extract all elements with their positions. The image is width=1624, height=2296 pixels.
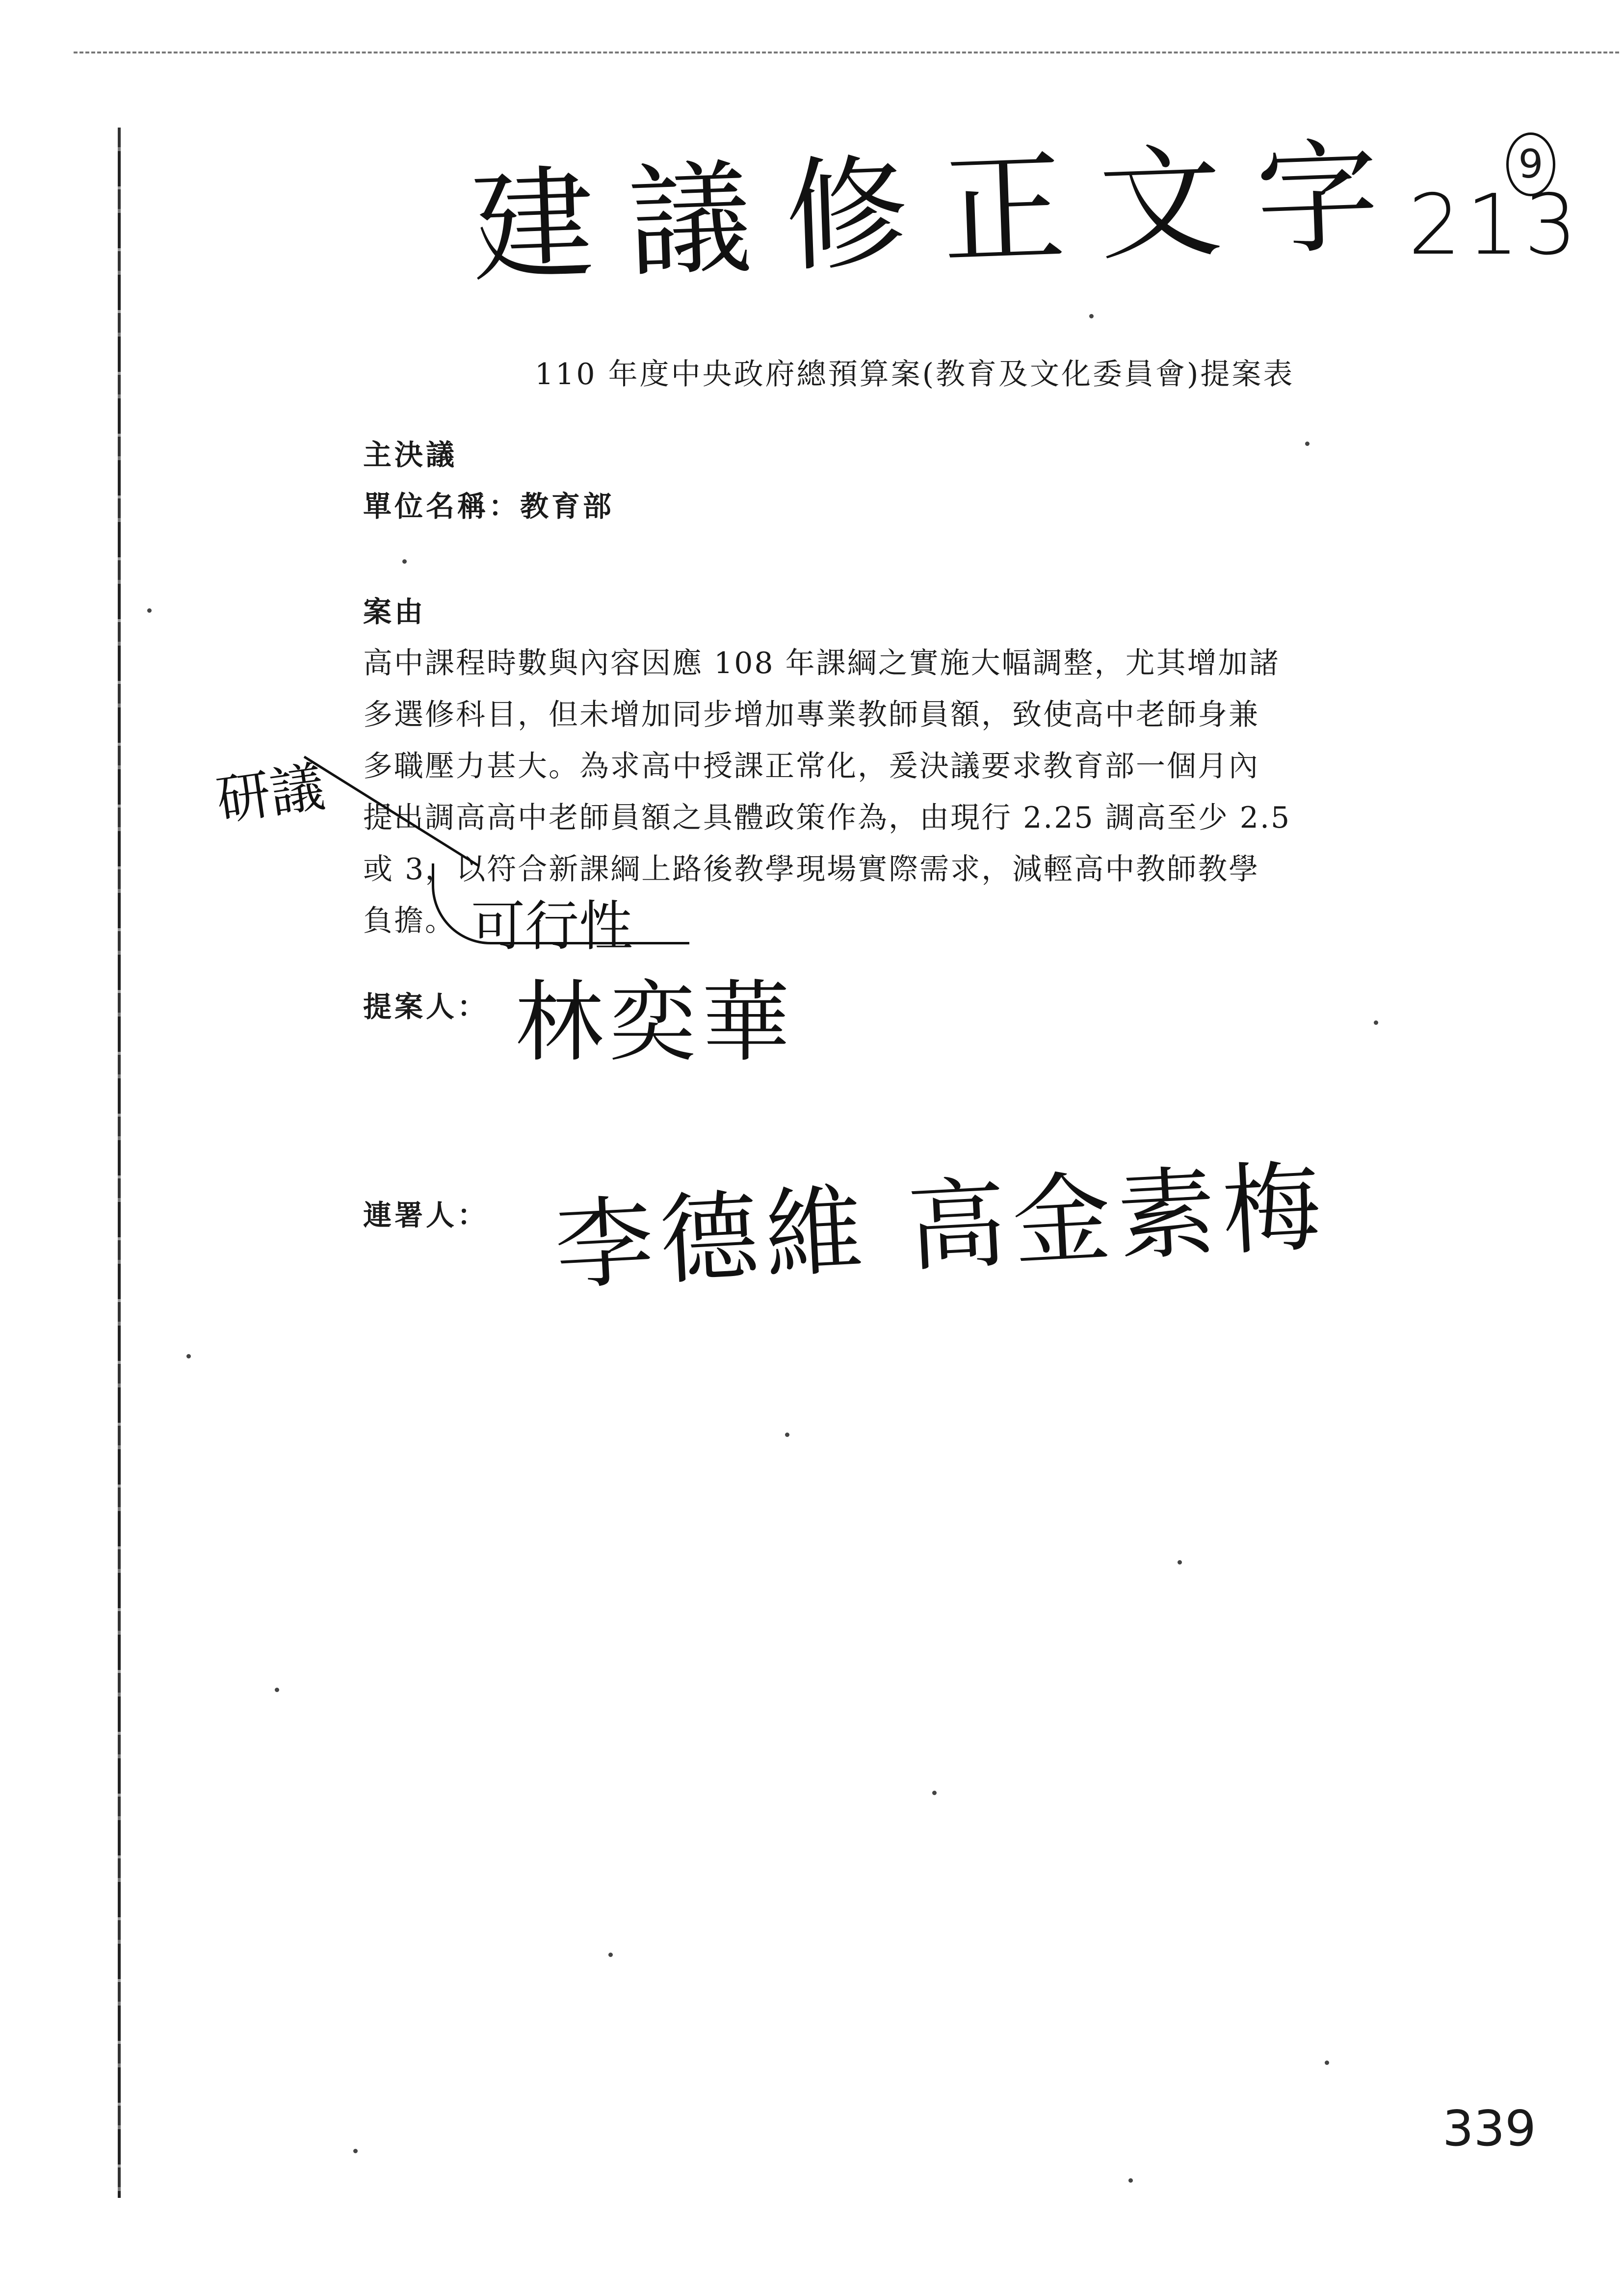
scan-speck <box>1374 1020 1378 1025</box>
cosigner-signature: 李德維 高金素梅 <box>552 1149 1331 1305</box>
scan-speck <box>785 1433 789 1437</box>
scan-speck <box>932 1791 937 1795</box>
reason-line: 負擔。 <box>363 904 456 938</box>
form-title: 110 年度中央政府總預算案(教育及文化委員會)提案表 <box>535 357 1295 391</box>
reason-line: 提出調高高中老師員額之具體政策作為，由現行 2.25 調高至少 2.5 <box>363 801 1291 835</box>
page-footer-number: 339 <box>1442 2100 1536 2157</box>
scan-speck <box>186 1354 191 1358</box>
scan-left-edge <box>118 128 121 2198</box>
reason-line: 多選修科目，但未增加同步增加專業教師員額，致使高中老師身兼 <box>363 698 1259 732</box>
scan-speck <box>353 2149 358 2153</box>
scan-speck <box>1305 442 1310 446</box>
reason-line: 高中課程時數與內容因應 108 年課綱之實施大幅調整，尤其增加諸 <box>363 646 1280 680</box>
cosigner-label: 連署人： <box>363 1199 489 1232</box>
proposer-label: 提案人： <box>363 990 489 1023</box>
handwritten-inserted-correction: 可行性 <box>471 895 633 958</box>
reason-line: 多職壓力甚大。為求高中授課正常化，爰決議要求教育部一個月內 <box>363 749 1259 783</box>
handwritten-page-number: 213 <box>1408 177 1582 274</box>
scan-speck <box>1325 2061 1329 2065</box>
handwritten-margin-correction: 研議 <box>212 755 329 833</box>
reason-label: 案由 <box>363 595 426 628</box>
scan-speck <box>608 1953 613 1957</box>
reason-line: 或 3，以符合新課綱上路後教學現場實際需求，減輕高中教師教學 <box>363 852 1260 887</box>
unit-label: 單位名稱：教育部 <box>363 490 615 523</box>
scan-speck <box>1128 2178 1133 2183</box>
handwritten-header: 建議修正文字 <box>469 124 1416 300</box>
scan-speck <box>147 608 152 613</box>
handwritten-circled-number: 9 <box>1506 132 1555 196</box>
scan-speck <box>1178 1560 1182 1565</box>
scan-speck <box>1089 314 1094 318</box>
scan-speck <box>275 1688 279 1692</box>
proposer-signature: 林奕華 <box>515 971 795 1074</box>
scan-top-edge <box>74 52 1619 55</box>
scan-speck <box>402 559 407 564</box>
main-resolution-label: 主決議 <box>363 438 458 471</box>
